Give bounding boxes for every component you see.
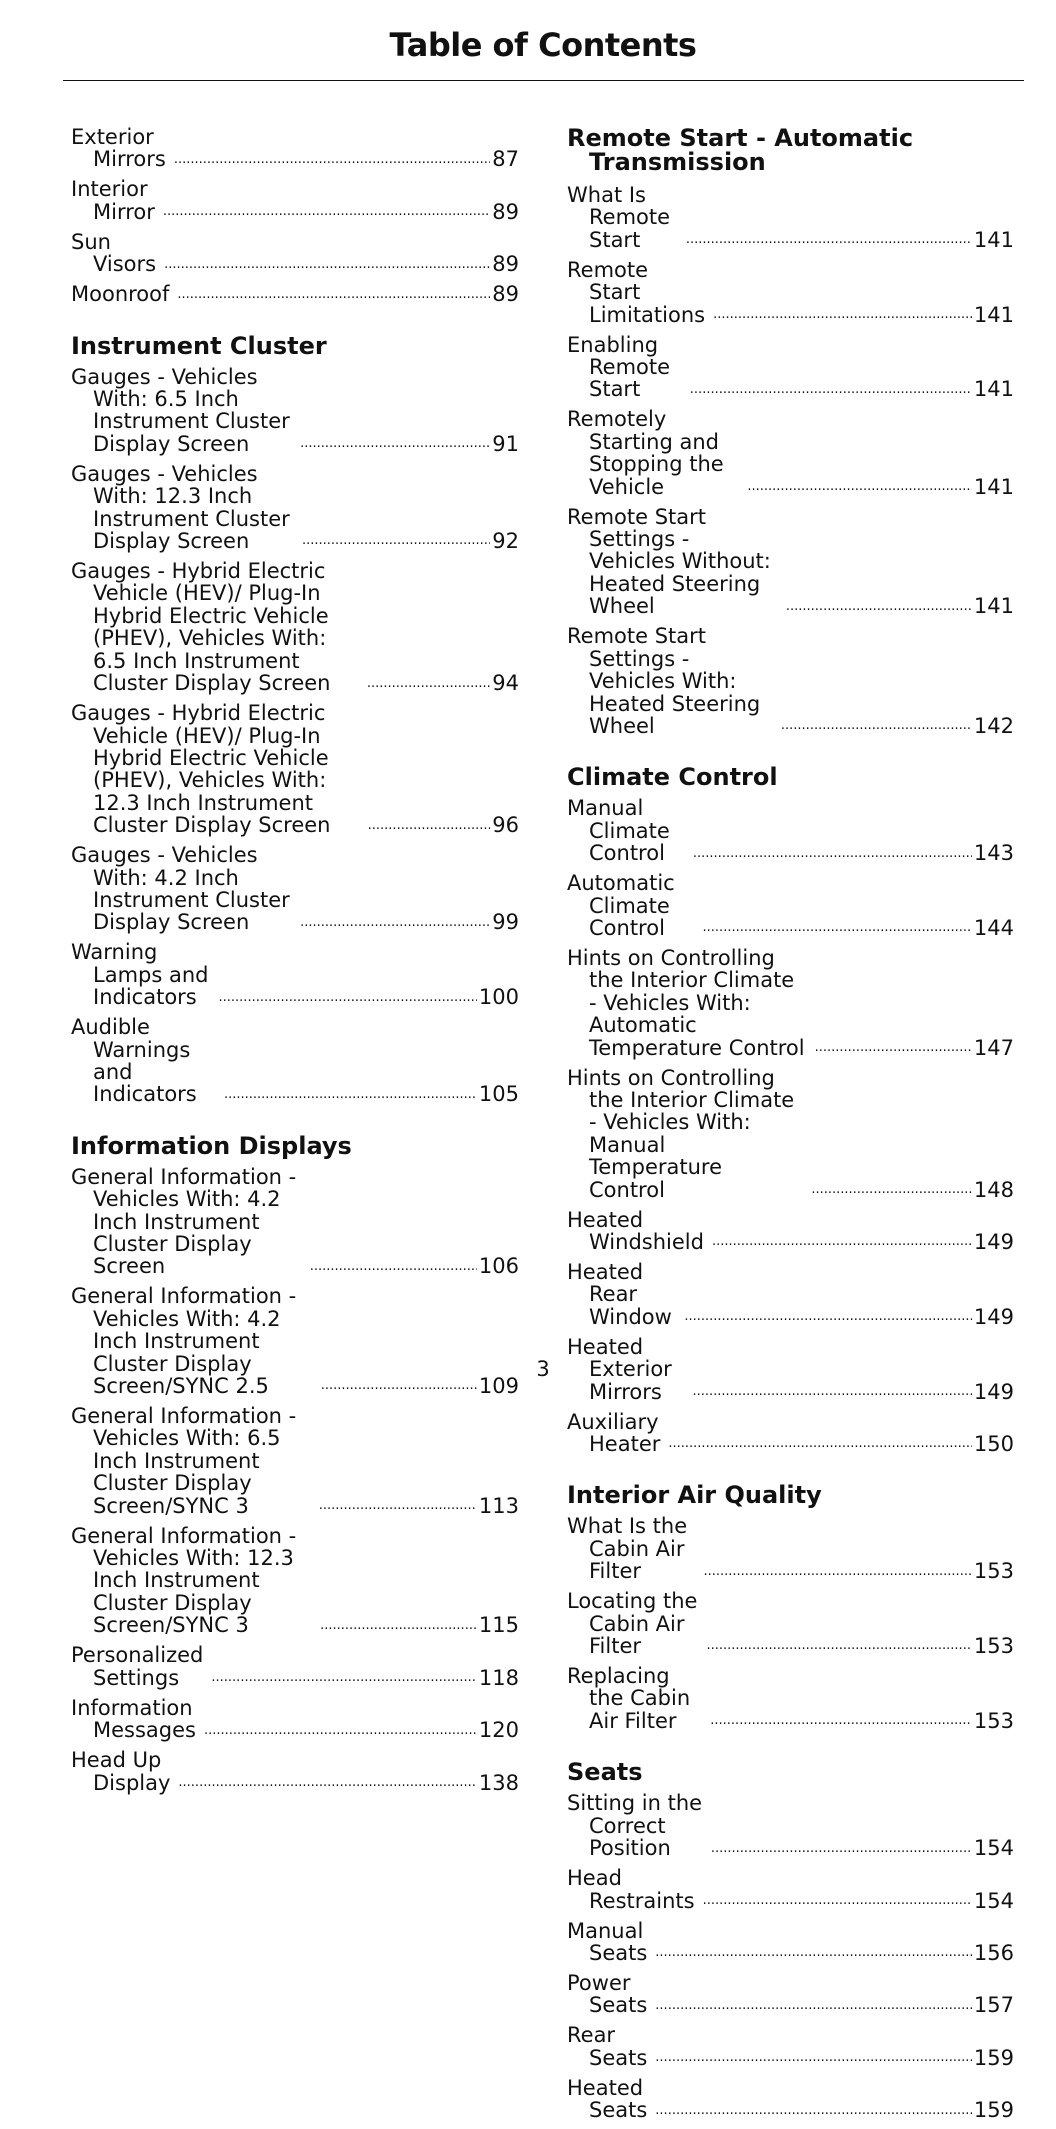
toc-entry-page: 149	[973, 1304, 1014, 1329]
toc-entry-title: Sun Visors	[71, 229, 157, 277]
toc-entry-title: Enabling Remote Start	[567, 332, 671, 402]
toc-entry-title: Heated Seats	[567, 2075, 648, 2123]
toc-entry-page: 144	[973, 915, 1014, 940]
dot-leader	[302, 530, 490, 552]
toc-entry[interactable]	[567, 506, 1014, 618]
dot-leader	[690, 379, 972, 401]
toc-entry-title: Automatic Climate Control	[567, 871, 675, 940]
section-heading: Information Displays	[71, 1131, 352, 1160]
page-number: 3	[536, 1357, 550, 1381]
toc-entry[interactable]	[71, 1697, 519, 1742]
dot-leader	[747, 476, 972, 498]
toc-entry[interactable]	[71, 366, 519, 456]
toc-entry[interactable]	[71, 702, 519, 836]
toc-entry-page: 153	[973, 1634, 1014, 1659]
toc-entry-title: Power Seats	[567, 1970, 648, 2018]
toc-entry-title: General Information - Vehicles With: 4.2 Inch Instrument Cluster Display Screen	[71, 1164, 297, 1279]
dot-leader	[712, 1231, 972, 1253]
section-heading: Climate Control	[567, 763, 778, 792]
dot-leader	[684, 1306, 972, 1328]
section-instrument-cluster	[71, 331, 519, 1107]
toc-entry-page: 89	[492, 282, 519, 307]
dot-leader	[367, 673, 490, 695]
title-divider	[63, 80, 1024, 81]
toc-entry-title: Remote Start Limitations	[567, 257, 706, 327]
dot-leader	[815, 1037, 972, 1059]
toc-entry-title: Auxiliary Heater	[567, 1409, 661, 1457]
section-seats	[567, 1760, 1014, 2121]
toc-entry[interactable]	[567, 1590, 1014, 1657]
toc-entry-page: 153	[973, 1708, 1014, 1733]
dot-leader	[686, 229, 972, 251]
toc-entry-page: 156	[973, 1940, 1014, 1965]
toc-entry-title: General Information - Vehicles With: 6.5 Inch Instrument Cluster Display Screen/SYNC 3	[71, 1404, 297, 1518]
toc-entry-page: 138	[478, 1770, 519, 1795]
toc-entry[interactable]	[71, 231, 519, 276]
page-title: Table of Contents	[389, 26, 697, 64]
toc-entry[interactable]	[71, 463, 519, 553]
toc-entry-title: Gauges - Vehicles With: 6.5 Inch Instrument Cluster Display Screen	[71, 364, 290, 456]
toc-entry-title: Replacing the Cabin Air Filter	[567, 1664, 691, 1733]
toc-entry-title: Gauges - Vehicles With: 12.3 Inch Instrument Cluster Display Screen	[71, 461, 290, 554]
toc-entry-title: Heated Exterior Mirrors	[567, 1334, 672, 1404]
toc-entry-page: 157	[973, 1993, 1014, 2018]
toc-entry-title: Audible Warnings and Indicators	[71, 1015, 197, 1107]
section-heading: Seats	[567, 1758, 643, 1787]
dot-leader	[710, 1710, 972, 1732]
dot-leader	[219, 987, 477, 1009]
toc-entry[interactable]	[567, 408, 1014, 498]
toc-entry[interactable]	[567, 1920, 1014, 1965]
toc-entry-page: 87	[492, 147, 519, 172]
toc-entry-title: Exterior Mirrors	[71, 125, 166, 172]
toc-entry-title: Interior Mirror	[71, 177, 155, 224]
toc-entry-page: 113	[478, 1493, 519, 1518]
toc-entry-page: 115	[478, 1613, 519, 1638]
toc-entry[interactable]	[567, 1867, 1014, 1912]
dot-leader	[300, 433, 490, 455]
dot-leader	[668, 1433, 972, 1455]
toc-entry-page: 149	[973, 1230, 1014, 1254]
toc-column-left	[71, 126, 519, 1802]
dot-leader	[811, 1179, 972, 1201]
toc-entry-title: Heated Windshield	[567, 1207, 704, 1254]
toc-entry[interactable]	[71, 1166, 519, 1278]
toc-entry-title: What Is the Cabin Air Filter	[567, 1514, 688, 1584]
dot-leader	[319, 1495, 477, 1517]
toc-entry-title: General Information - Vehicles With: 4.2 Inch Instrument Cluster Display Screen/SYNC 2.5	[71, 1284, 297, 1399]
toc-entry-page: 142	[973, 713, 1014, 738]
dot-leader	[204, 1720, 477, 1742]
toc-entry-title: Warning Lamps and Indicators	[71, 940, 209, 1010]
dot-leader	[706, 1635, 971, 1657]
dot-leader	[703, 1561, 971, 1583]
toc-entry-page: 120	[478, 1718, 519, 1743]
intro-entries	[71, 126, 519, 306]
toc-entry[interactable]	[567, 1972, 1014, 2017]
dot-leader	[786, 596, 972, 618]
toc-entry[interactable]	[567, 2024, 1014, 2069]
section-information-displays	[71, 1131, 519, 1795]
toc-entry-page: 159	[973, 2045, 1014, 2070]
toc-entry-title: Hints on Controlling the Interior Climate - Vehicles With: Manual Temperature Control	[567, 1065, 795, 1202]
dot-leader	[655, 2100, 972, 2122]
toc-entry-page: 118	[478, 1665, 519, 1690]
dot-leader	[368, 815, 491, 837]
toc-entry-page: 154	[973, 1836, 1014, 1861]
toc-entry-page: 91	[492, 431, 519, 456]
toc-entry-page: 94	[492, 671, 519, 696]
toc-entry[interactable]	[567, 872, 1014, 939]
toc-entry-title: Rear Seats	[567, 2023, 648, 2070]
toc-column-right	[567, 126, 1014, 2129]
toc-entry-title: What Is Remote Start	[567, 183, 671, 252]
toc-entry-title: Gauges - Vehicles With: 4.2 Inch Instrument Cluster Display Screen	[71, 843, 290, 935]
section-interior-air-quality	[567, 1483, 1014, 1732]
toc-entry[interactable]	[71, 126, 519, 171]
toc-entry-page: 141	[973, 377, 1014, 402]
toc-entry-title: General Information - Vehicles With: 12.3 Inch Instrument Cluster Display Screen/SYNC 3	[71, 1523, 297, 1638]
toc-entry-title: Personalized Settings	[71, 1643, 204, 1690]
toc-entry[interactable]	[567, 1261, 1014, 1328]
toc-entry-title: Manual Seats	[567, 1918, 648, 1965]
dot-leader	[224, 1084, 477, 1106]
section-climate-control	[567, 765, 1014, 1455]
dot-leader	[711, 1838, 972, 1860]
toc-entry-page: 159	[973, 2098, 1014, 2123]
toc-entry-page: 99	[492, 910, 519, 935]
toc-entry[interactable]	[567, 797, 1014, 864]
dot-leader	[177, 284, 490, 306]
toc-entry-page: 154	[973, 1888, 1014, 1913]
toc-entry[interactable]	[567, 947, 1014, 1059]
toc-entry-title: Manual Climate Control	[567, 796, 670, 866]
toc-entry-title: Sitting in the Correct Position	[567, 1791, 703, 1861]
toc-entry[interactable]	[567, 1515, 1014, 1582]
toc-entry[interactable]	[567, 184, 1014, 251]
dot-leader	[164, 254, 490, 276]
toc-entry-title: Gauges - Hybrid Electric Vehicle (HEV)/ Plug-In Hybrid Electric Vehicle (PHEV), Vehicles With: 6.5 Inch Instrument Cluster Display Screen	[71, 559, 331, 696]
dot-leader	[178, 1772, 477, 1794]
toc-entry-title: Remote Start Settings - Vehicles Without: Heated Steering Wheel	[567, 504, 771, 619]
section-heading: Instrument Cluster	[71, 331, 327, 360]
toc-entry-title: Heated Rear Window	[567, 1260, 672, 1329]
toc-entry[interactable]	[567, 1792, 1014, 1859]
toc-entry[interactable]	[71, 283, 519, 305]
toc-entry-page: 149	[973, 1379, 1014, 1404]
dot-leader	[693, 843, 972, 865]
toc-entry[interactable]	[567, 2077, 1014, 2122]
toc-entry-page: 92	[492, 529, 519, 554]
section-heading: Interior Air Quality	[567, 1481, 822, 1510]
toc-entry-page: 96	[492, 813, 519, 838]
toc-entry-page: 141	[973, 302, 1014, 327]
toc-entry[interactable]	[567, 625, 1014, 737]
toc-entry-page: 141	[973, 594, 1014, 619]
dot-leader	[163, 201, 490, 223]
toc-entry[interactable]	[71, 1749, 519, 1794]
toc-entry-title: Remote Start Settings - Vehicles With: Heated Steering Wheel	[567, 624, 761, 738]
dot-leader	[300, 912, 490, 934]
toc-entry-title: Locating the Cabin Air Filter	[567, 1589, 698, 1659]
dot-leader	[655, 1942, 972, 1964]
toc-entry[interactable]	[71, 844, 519, 934]
toc-entry-page: 147	[973, 1035, 1014, 1060]
toc-entry-page: 141	[973, 474, 1014, 499]
toc-entry-page: 141	[973, 227, 1014, 252]
toc-entry-title: Gauges - Hybrid Electric Vehicle (HEV)/ Plug-In Hybrid Electric Vehicle (PHEV), Vehicles With: 12.3 Inch Instrument Cluster Display Screen	[71, 701, 331, 838]
toc-entry-page: 148	[973, 1177, 1014, 1202]
dot-leader	[655, 2047, 972, 2069]
dot-leader	[713, 304, 972, 326]
toc-entry-title: Information Messages	[71, 1695, 196, 1743]
dot-leader	[703, 1890, 972, 1912]
dot-leader	[692, 1381, 971, 1403]
toc-entry-page: 105	[478, 1082, 519, 1107]
toc-entry-page: 89	[492, 199, 519, 224]
dot-leader	[211, 1667, 477, 1689]
dot-leader	[781, 715, 972, 737]
toc-entry[interactable]	[71, 1405, 519, 1517]
toc-entry-page: 106	[478, 1254, 519, 1279]
toc-entry[interactable]	[567, 259, 1014, 326]
toc-entry[interactable]	[567, 1067, 1014, 1201]
toc-entry-title: Head Restraints	[567, 1866, 695, 1913]
section-remote-start	[567, 126, 1014, 737]
toc-entry-page: 109	[478, 1374, 519, 1399]
dot-leader	[655, 1995, 972, 2017]
toc-entry[interactable]	[71, 560, 519, 694]
dot-leader	[703, 917, 972, 939]
toc-entry[interactable]	[71, 178, 519, 223]
dot-leader	[320, 1615, 477, 1637]
toc-entry-title: Remotely Starting and Stopping the Vehicle	[567, 407, 724, 499]
dot-leader	[174, 149, 490, 171]
toc-entry-page: 153	[973, 1559, 1014, 1584]
toc-entry[interactable]	[567, 1209, 1014, 1254]
toc-entry-page: 150	[973, 1432, 1014, 1457]
toc-entry[interactable]	[567, 334, 1014, 401]
toc-entry[interactable]	[71, 1016, 519, 1106]
toc-entry[interactable]	[71, 941, 519, 1008]
toc-entry[interactable]	[71, 1525, 519, 1637]
toc-entry-title: Head Up Display	[71, 1748, 171, 1795]
toc-entry-page: 100	[478, 985, 519, 1010]
toc-entry[interactable]	[71, 1644, 519, 1689]
toc-entry-title: Hints on Controlling the Interior Climate - Vehicles With: Automatic Temperature Control	[567, 945, 805, 1060]
toc-entry-title: Moonroof	[71, 282, 170, 307]
toc-entry-page: 89	[492, 252, 519, 277]
dot-leader	[310, 1256, 477, 1278]
section-heading: Remote Start - Automatic Transmission	[567, 124, 914, 176]
toc-entry[interactable]	[567, 1665, 1014, 1732]
toc-entry-page: 143	[973, 841, 1014, 866]
